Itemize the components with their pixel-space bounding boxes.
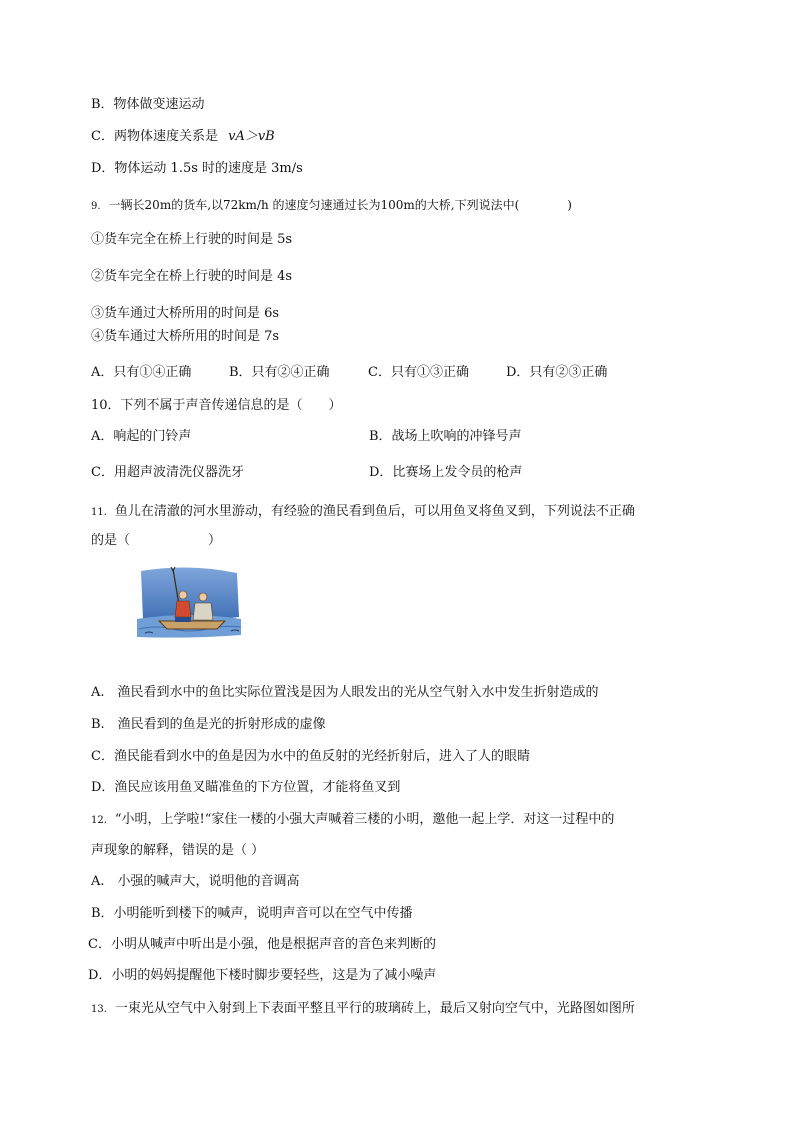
question-10: 10．下列不属于声音传递信息的是（ ）: [91, 398, 342, 413]
question-10-option-a: A．响起的门铃声: [91, 429, 192, 444]
question-11-option-c: C．渔民能看到水中的鱼是因为水中的鱼反射的光经折射后，进入了人的眼睛: [91, 749, 530, 764]
line-c8-text: C．两物体速度关系是: [91, 129, 218, 144]
question-9-number: 9.: [91, 201, 101, 212]
question-12-line-2: 声现象的解释，错误的是（ ）: [91, 843, 265, 858]
statement-2: ②货车完全在桥上行驶的时间是 4s: [91, 269, 293, 284]
question-11-option-d: D．渔民应该用鱼叉瞄准鱼的下方位置，才能将鱼叉到: [91, 780, 401, 795]
question-9-option-b: B．只有②④正确: [229, 365, 330, 380]
question-13-stem: 一束光从空气中入射到上下表面平整且平行的玻璃砖上，最后又射向空气中，光路图如图所: [114, 1001, 635, 1016]
question-10-option-d: D．比赛场上发令员的枪声: [369, 465, 523, 480]
question-9-option-a: A．只有①④正确: [91, 365, 192, 380]
question-9-stem: 一辆长20m的货车,以72km/h 的速度匀速通过长为100m的大桥,下列说法中( ): [108, 198, 572, 212]
question-11-stem: 鱼儿在清澈的河水里游动，有经验的渔民看到鱼后，可以用鱼叉将鱼叉到，下列说法不正确: [114, 504, 635, 519]
question-12-option-c: C．小明从喊声中听出是小强，他是根据声音的音色来判断的: [88, 937, 436, 952]
statement-1: ①货车完全在桥上行驶的时间是 5s: [91, 232, 293, 247]
question-11-option-a: A. 渔民看到水中的鱼比实际位置浅是因为人眼发出的光从空气射入水中发生折射造成的: [91, 685, 599, 700]
statement-4: ④货车通过大桥所用的时间是 7s: [91, 329, 280, 344]
question-12-option-d: D．小明的妈妈提醒他下楼时脚步要轻些，这是为了减小噪声: [88, 968, 437, 983]
fisherman-boat-illustration: [137, 565, 241, 645]
question-13-number: 13.: [91, 1004, 107, 1015]
question-11-option-b: B. 渔民看到的鱼是光的折射形成的虚像: [91, 717, 326, 732]
question-13-line-1: [91, 1000, 635, 1019]
question-12-option-b: B．小明能听到楼下的喊声，说明声音可以在空气中传播: [91, 906, 413, 921]
statement-3: ③货车通过大桥所用的时间是 6s: [91, 306, 280, 321]
question-10-option-c: C．用超声波清洗仪器洗牙: [91, 465, 244, 480]
question-9: [91, 196, 572, 216]
question-12-stem: “小明，上学啦!“家住一楼的小强大声喊着三楼的小明，邀他一起上学．对这一过程中的: [114, 812, 615, 827]
line-c8: [91, 128, 275, 146]
question-11-line-2: 的是（ ）: [91, 533, 222, 548]
question-12-number: 12.: [91, 815, 107, 826]
question-11-line-1: [91, 503, 635, 522]
question-10-option-b: B．战场上吹响的冲锋号声: [369, 429, 522, 444]
line-b8: B．物体做变速运动: [91, 97, 205, 112]
line-c8-formula: vA＞vB: [228, 129, 275, 144]
question-9-option-c: C．只有①③正确: [368, 365, 469, 380]
question-12-line-1: [91, 811, 614, 830]
line-d8: D．物体运动 1.5s 时的速度是 3m/s: [91, 161, 303, 176]
question-11-number: 11.: [91, 507, 107, 518]
question-12-option-a: A. 小强的喊声大，说明他的音调高: [91, 874, 300, 889]
question-9-option-d: D．只有②③正确: [506, 365, 608, 380]
